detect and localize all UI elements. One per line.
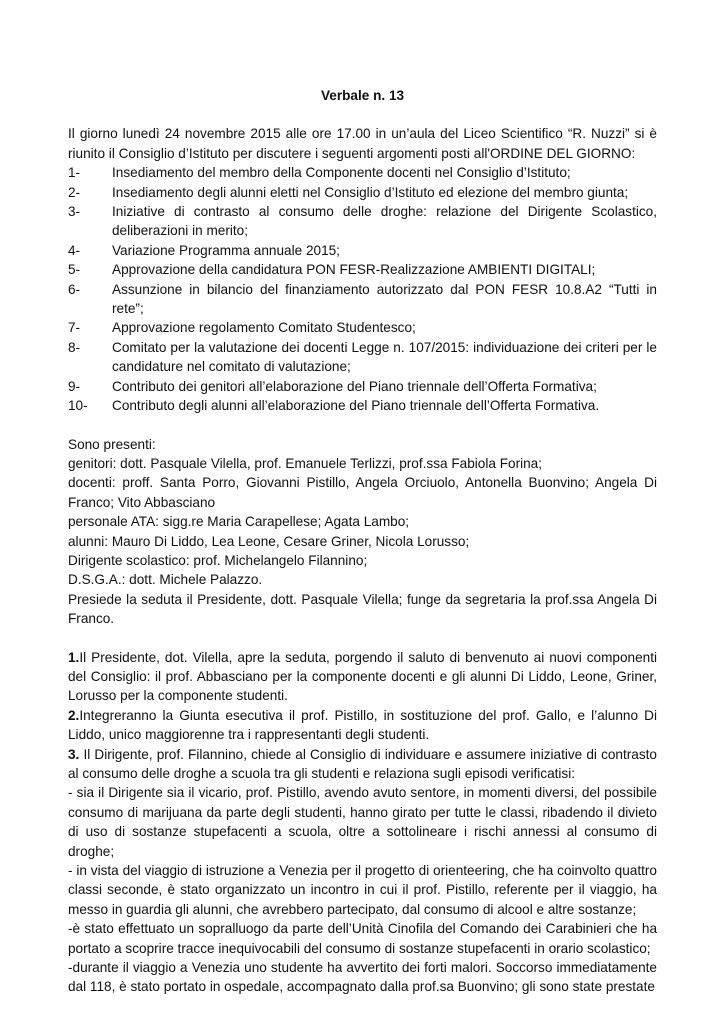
agenda-list	[68, 163, 657, 415]
bullet-paragraph: -durante il viaggio a Venezia uno studente ha avvertito dei forti malori. Soccorso immediatamente dal 118, è stato portato in ospedale, accompagnato dalla prof.sa Buonvino; gli sono state prestate	[68, 960, 657, 995]
attendance-heading: Sono presenti:	[68, 436, 156, 452]
attendance-section	[68, 435, 657, 629]
point-number: 1.	[68, 649, 80, 665]
bullet-paragraph: -è stato effettuato un sopralluogo da parte dell’Unità Cinofila del Comando dei Carabinieri che ha portato a scoprire tracce inequivocabili del consumo di sostanze stupefacenti in orario scolastico;	[68, 921, 657, 956]
agenda-item-number: 10-	[68, 398, 88, 414]
agenda-item-text: Iniziative di contrasto al consumo delle droghe: relazione del Dirigente Scolastico, deliberazioni in merito;	[112, 204, 657, 239]
agenda-item-number: 5-	[68, 262, 81, 278]
attendance-dirigente: Dirigente scolastico: prof. Michelangelo Filannino;	[68, 552, 368, 568]
agenda-item-text: Comitato per la valutazione dei docenti Legge n. 107/2015: individuazione dei criteri per le candidature nel comitato di valutazione;	[112, 339, 657, 375]
agenda-item-text: Contributo degli alunni all’elaborazione del Piano triennale dell’Offerta Formativa.	[112, 398, 600, 414]
attendance-ata: personale ATA: sigg.re Maria Carapellese; Agata Lambo;	[68, 514, 410, 530]
bullet-paragraph: - in vista del viaggio di istruzione a Venezia per il progetto di orienteering, che ha coinvolto quattro classi seconde, è stato organizzato un incontro in cui il prof. Pistillo, referente per il viaggio, ha messo in guardia gli alunni, che avrebbero partecipato, dal consumo di alcool e altre sostanze;	[68, 863, 657, 917]
agenda-item-number: 1-	[68, 165, 81, 181]
point-paragraph	[68, 745, 657, 784]
agenda-item-number: 6-	[68, 281, 81, 297]
agenda-item-text: Insediamento degli alunni eletti nel Consiglio d’Istituto ed elezione del membro giunta;	[112, 184, 629, 200]
point-text: Il Presidente, dot. Vilella, apre la seduta, porgendo il saluto di benvenuto ai nuovi componenti del Consiglio: il prof. Abbasciano per la componente docenti e gli alunni Di Liddo, Leone, Griner, Lorusso per la componente studenti.	[68, 649, 657, 704]
attendance-genitori: genitori: dott. Pasquale Vilella, prof. Emanuele Terlizzi, prof.ssa Fabiola Forina;	[68, 455, 543, 471]
agenda-item-number: 3-	[68, 204, 81, 220]
agenda-item	[68, 241, 657, 260]
chair-statement: Presiede la seduta il Presidente, dott. Pasquale Vilella; funge da segretaria la prof.ssa Angela Di Franco.	[68, 591, 657, 627]
agenda-item-text: Assunzione in bilancio del finanziamento autorizzato dal PON FESR 10.8.A2 “Tutti in rete”;	[112, 281, 657, 317]
agenda-item	[68, 163, 657, 182]
point-paragraph	[68, 706, 657, 745]
agenda-item-text: Approvazione regolamento Comitato Studentesco;	[112, 320, 416, 336]
minutes-body	[68, 648, 657, 997]
agenda-item-text: Contributo dei genitori all’elaborazione del Piano triennale dell’Offerta Formativa;	[112, 378, 597, 394]
document-title: Verbale n. 13	[320, 88, 405, 103]
spacer	[68, 629, 657, 648]
point-text: Il Dirigente, prof. Filannino, chiede al Consiglio di individuare e assumere iniziative di contrasto al consumo delle droghe a scuola tra gli studenti e relaziona sugli episodi verificatisi:	[68, 746, 657, 781]
agenda-item-number: 4-	[68, 242, 81, 258]
agenda-item	[68, 318, 657, 337]
agenda-item	[68, 183, 657, 202]
point-number: 3.	[68, 746, 80, 762]
agenda-item-text: Insediamento del membro della Componente docenti nel Consiglio d’Istituto;	[112, 165, 571, 181]
agenda-item	[68, 338, 657, 377]
attendance-dsga: D.S.G.A.: dott. Michele Palazzo.	[68, 572, 263, 588]
intro-paragraph: Il giorno lunedì 24 novembre 2015 alle ore 17.00 in un’aula del Liceo Scientifico “R. Nuzzi” si è riunito il Consiglio d’Istituto per discutere i seguenti argomenti posti all'ORDINE DEL GIORNO:	[68, 126, 657, 161]
bullet-paragraph: - sia il Dirigente sia il vicario, prof. Pistillo, avendo avuto sentore, in momenti diversi, del possibile consumo di marijuana da parte degli studenti, hanno girato per tutte le classi, ribadendo il divieto di uso di sostanze stupefacenti a scuola, oltre a sottolineare i rischi annessi al consumo di droghe;	[68, 785, 657, 859]
point-paragraph	[68, 648, 657, 706]
agenda-item	[68, 396, 657, 415]
agenda-item-number: 2-	[68, 184, 81, 200]
agenda-item-text: Approvazione della candidatura PON FESR-Realizzazione AMBIENTI DIGITALI;	[112, 262, 596, 278]
attendance-alunni: alunni: Mauro Di Liddo, Lea Leone, Cesare Griner, Nicola Lorusso;	[68, 533, 470, 549]
agenda-item	[68, 202, 657, 241]
agenda-item	[68, 377, 657, 396]
point-number: 2.	[68, 707, 80, 723]
agenda-item	[68, 260, 657, 279]
agenda-item-number: 9-	[68, 378, 81, 394]
agenda-item-number: 7-	[68, 320, 81, 336]
attendance-docenti: docenti: proff. Santa Porro, Giovanni Pistillo, Angela Orciuolo, Antonella Buonvino; Angela Di Franco; Vito Abbasciano	[68, 475, 657, 510]
spacer	[68, 416, 657, 435]
agenda-item-number: 8-	[68, 339, 81, 355]
agenda-item-text: Variazione Programma annuale 2015;	[112, 242, 340, 258]
point-text: Integreranno la Giunta esecutiva il prof. Pistillo, in sostituzione del prof. Gallo, e l’alunno Di Liddo, unico maggiorenne tra i rappresentanti degli studenti.	[68, 707, 657, 743]
agenda-item	[68, 280, 657, 319]
